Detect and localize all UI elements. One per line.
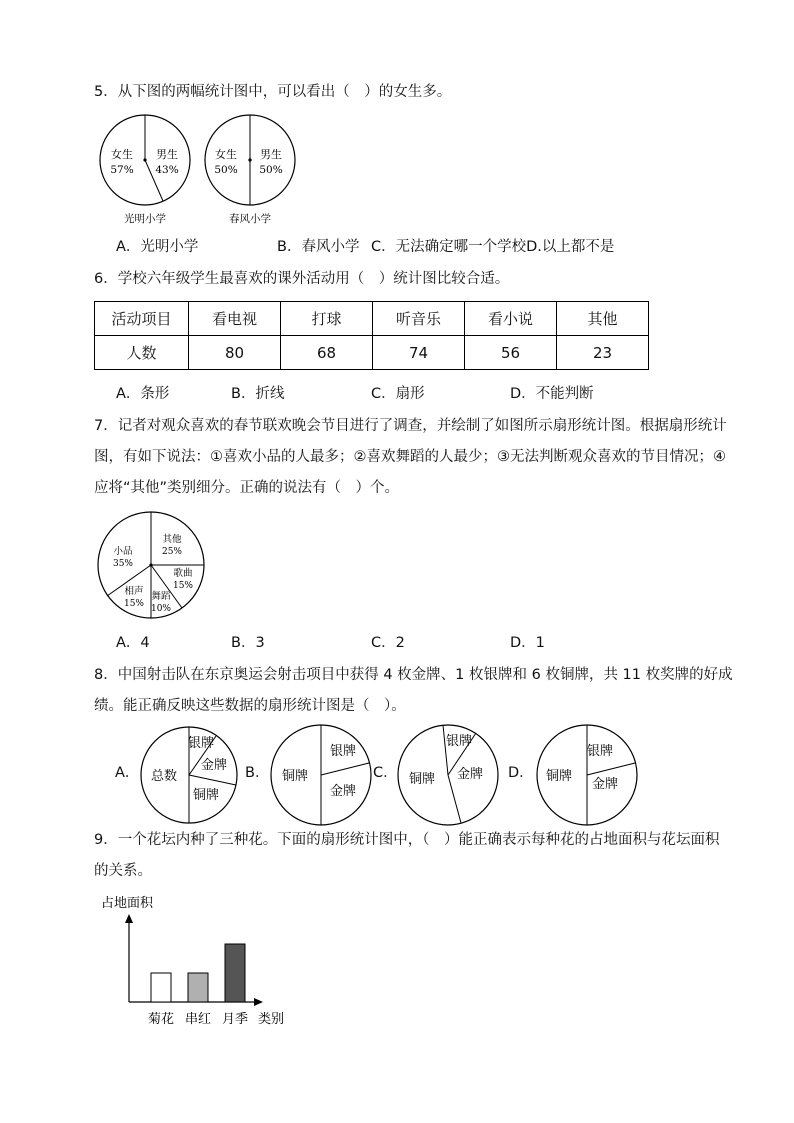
q8-pie-a [139, 725, 239, 825]
q9-line2: 的关系。 [94, 863, 152, 879]
q8-a-gold: 金牌 [200, 758, 228, 773]
q5-pie-chunfeng [201, 112, 301, 232]
q7-option-d[interactable]: D．1 [510, 635, 545, 651]
q5-pie1-caption: 光明小学 [124, 213, 166, 225]
q5-option-b[interactable]: B．春风小学 [277, 239, 360, 255]
q8-b-gold: 金牌 [329, 784, 357, 799]
q7-pct-xiaopin: 35% [112, 559, 134, 569]
table-header-cell: 听音乐 [373, 302, 465, 336]
q5-pie2-caption: 春风小学 [229, 213, 271, 225]
table-header-cell: 打球 [281, 302, 373, 336]
category-label: 菊花 [147, 1012, 175, 1027]
table-header-cell: 活动项目 [95, 302, 189, 336]
q8-d-gold: 金牌 [591, 777, 619, 792]
q7-label-wudao: 舞蹈 [151, 591, 171, 602]
q8-pie-b [269, 723, 373, 827]
q8-b-bronze: 铜牌 [281, 769, 309, 784]
table-cell: 56 [465, 336, 557, 370]
q5-pie-guangming [96, 112, 196, 232]
table-cell: 68 [281, 336, 373, 370]
q8-option-b[interactable]: B． [245, 765, 270, 781]
q5-pie1-right-label: 男生 [156, 148, 178, 161]
q7-pct-qita: 25% [161, 547, 183, 557]
table-cell: 人数 [95, 336, 189, 370]
q7-label-gequ: 歌曲 [173, 568, 193, 579]
q8-option-a[interactable]: A． [115, 765, 140, 781]
q8-option-c[interactable]: C． [373, 765, 398, 781]
q5-pie2-right-label: 男生 [260, 148, 282, 161]
activity-table [94, 301, 649, 370]
q7-pct-xiangsheng: 15% [123, 599, 145, 609]
table-cell: 80 [189, 336, 281, 370]
q7-label-xiangsheng: 相声 [124, 586, 144, 597]
q5-option-a[interactable]: A．光明小学 [116, 239, 199, 255]
table-header-row [95, 302, 649, 336]
q5-pie2-right-pct: 50% [259, 164, 283, 176]
q8-line2: 绩。能正确反映这些数据的扇形统计图是（ ）。 [94, 698, 406, 714]
q8-c-bronze: 铜牌 [408, 772, 436, 787]
category-label: 串红 [184, 1012, 212, 1027]
table-row [95, 336, 649, 370]
q5-pie2-left-pct: 50% [214, 164, 238, 176]
table-header-cell: 看电视 [189, 302, 281, 336]
q5-pie1-left-label: 女生 [111, 148, 133, 161]
q7-pct-gequ: 15% [172, 581, 194, 591]
q7-line1: 7．记者对观众喜欢的春节联欢晚会节目进行了调查，并绘制了如图所示扇形统计图。根据扇形统计 [94, 418, 727, 434]
q6-option-c[interactable]: C．扇形 [371, 386, 425, 402]
q5-pie2-left-label: 女生 [215, 148, 237, 161]
table-header-cell: 看小说 [465, 302, 557, 336]
q9-x-axis-label: 类别 [258, 1012, 285, 1027]
q8-b-silver: 银牌 [329, 744, 357, 759]
q7-option-a[interactable]: A．4 [116, 635, 150, 651]
q7-program-pie [96, 510, 208, 620]
q8-pie-d [535, 723, 639, 827]
q7-line3: 应将“其他”类别细分。正确的说法有（ ）个。 [94, 480, 400, 496]
bar-3 [225, 944, 245, 1002]
q8-option-d[interactable]: D． [508, 765, 534, 781]
table-header-cell: 其他 [557, 302, 649, 336]
q8-pie-c [396, 723, 500, 827]
q8-d-bronze: 铜牌 [545, 769, 573, 784]
q7-option-c[interactable]: C．2 [371, 635, 405, 651]
bar-1 [151, 973, 171, 1002]
q6-option-d[interactable]: D．不能判断 [510, 386, 594, 402]
bar-2 [188, 973, 208, 1002]
q8-a-total: 总数 [150, 769, 178, 784]
q9-line1: 9．一个花坛内种了三种花。下面的扇形统计图中，（ ）能正确表示每种花的占地面积与花坛面积 [94, 832, 720, 848]
q7-option-b[interactable]: B．3 [231, 635, 265, 651]
q8-c-gold: 金牌 [456, 767, 484, 782]
q6-option-a[interactable]: A．条形 [116, 386, 170, 402]
q8-a-silver: 银牌 [187, 736, 215, 751]
q6-text: 6．学校六年级学生最喜欢的课外活动用（ ）统计图比较合适。 [94, 271, 510, 287]
q5-text: 5．从下图的两幅统计图中，可以看出（ ）的女生多。 [94, 84, 452, 100]
q8-d-silver: 银牌 [586, 744, 614, 759]
q5-pie1-right-pct: 43% [155, 164, 179, 176]
q7-label-qita: 其他 [162, 534, 182, 545]
q7-pct-wudao: 10% [150, 604, 172, 614]
q9-bar-chart [96, 890, 306, 1030]
q8-c-silver: 银牌 [445, 734, 473, 749]
q6-option-b[interactable]: B．折线 [231, 386, 285, 402]
category-label: 月季 [221, 1012, 249, 1027]
q8-line1: 8．中国射击队在东京奥运会射击项目中获得 4 枚金牌、1 枚银牌和 6 枚铜牌，共 11 枚奖牌的好成 [94, 667, 733, 683]
q5-pie1-left-pct: 57% [110, 164, 134, 176]
q9-y-axis-label: 占地面积 [101, 896, 154, 911]
table-cell: 23 [557, 336, 649, 370]
q7-line2: 图，有如下说法：①喜欢小品的人最多；②喜欢舞蹈的人最少；③无法判断观众喜欢的节目情况；④ [94, 449, 726, 465]
q5-option-c[interactable]: C．无法确定哪一个学校D.以上都不是 [371, 239, 615, 255]
table-cell: 74 [373, 336, 465, 370]
q7-label-xiaopin: 小品 [113, 546, 133, 557]
q8-a-bronze: 铜牌 [192, 788, 220, 803]
